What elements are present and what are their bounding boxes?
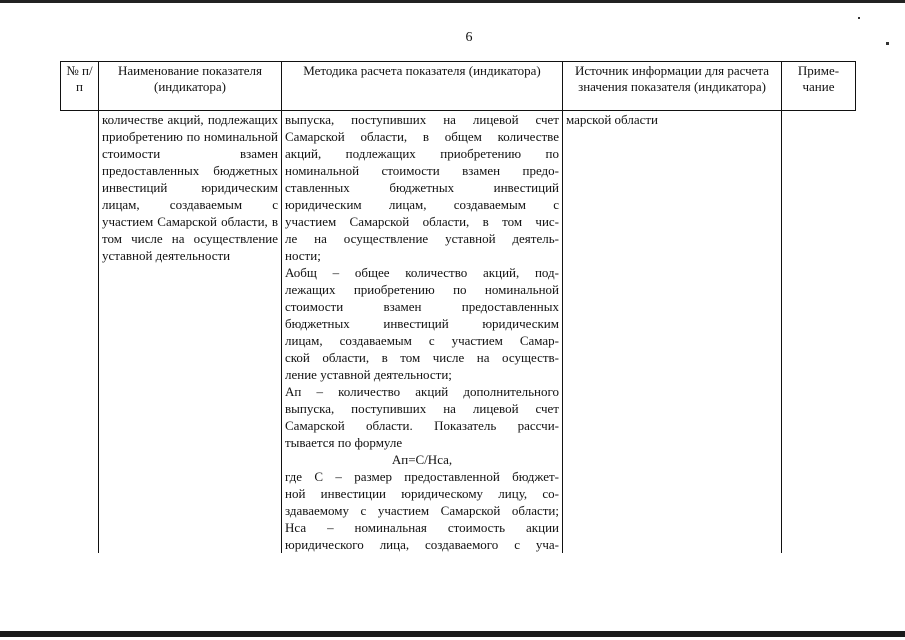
header-method: Методика расчета показателя (индикатора) — [282, 62, 563, 111]
method-line: юридическим лицам, создаваемым с — [285, 197, 559, 212]
bottom-scan-border — [0, 631, 905, 637]
method-line: лежащих приобретению по номинальной — [285, 282, 559, 297]
cell-method — [282, 111, 563, 554]
header-name: Наименование показателя (индикатора) — [99, 62, 282, 111]
method-line: Самарской области. Показатель рассчи- — [285, 418, 559, 433]
method-line: Ап – количество акций дополнительного — [285, 384, 559, 399]
cell-note — [782, 111, 856, 554]
method-formula: Ап=С/Нса, — [391, 452, 453, 467]
scan-speck — [858, 17, 860, 19]
method-line: ности; — [285, 248, 321, 263]
table-header-row — [61, 62, 856, 111]
method-line: номинальной стоимости взамен предо- — [285, 163, 559, 178]
method-line: юридического лица, создаваемого с уча- — [285, 537, 559, 552]
method-line: ной инвестиции юридическому лицу, со- — [285, 486, 559, 501]
table-row — [61, 111, 856, 554]
method-line: ставленных бюджетных инвестиций — [285, 180, 559, 195]
method-line: где С – размер предоставленной бюджет- — [285, 469, 559, 484]
method-line: лицам, создаваемым с участием Самар- — [285, 333, 559, 348]
method-line: выпуска, поступивших на лицевой счет — [285, 112, 559, 127]
method-line: Самарской области, в общем количестве — [285, 129, 559, 144]
header-note: Приме-чание — [782, 62, 856, 111]
top-scan-border — [0, 0, 905, 3]
method-line: Аобщ – общее количество акций, под- — [285, 265, 559, 280]
method-line: стоимости взамен предоставленных — [285, 299, 559, 314]
method-line: ской области, в том числе на осуществ- — [285, 350, 559, 365]
method-line: бюджетных инвестиций юридическим — [285, 316, 559, 331]
method-line: здаваемому с участием Самарской области; — [285, 503, 559, 518]
method-line: участием Самарской области, в том чис- — [285, 214, 559, 229]
method-line: выпуска, поступивших на лицевой счет — [285, 401, 559, 416]
method-line: акций, подлежащих приобретению по — [285, 146, 559, 161]
method-line: ле на осуществление уставной деятель- — [285, 231, 559, 246]
header-source: Источник информации для расчета значения показателя (индикатора) — [563, 62, 782, 111]
method-line: тывается по формуле — [285, 435, 403, 450]
indicator-table — [60, 61, 856, 553]
cell-indicator-name: количестве акций, подлежащих приобретению по номинальной стоимости взамен предоставленных бюджетных инвестиций юридическим лицам, создаваемым с участием Самарской области, в том числе на осуществление уставной деятельности — [99, 111, 282, 554]
cell-source: марской области — [563, 111, 782, 554]
cell-num — [61, 111, 99, 554]
page-number: 6 — [465, 30, 473, 45]
method-line: Нса – номинальная стоимость акции — [285, 520, 559, 535]
header-num: № п/п — [61, 62, 99, 111]
method-line: ление уставной деятельности; — [285, 367, 452, 382]
